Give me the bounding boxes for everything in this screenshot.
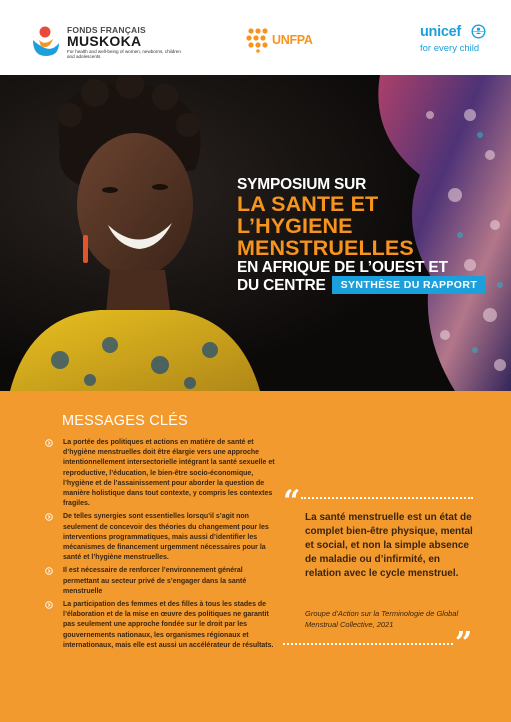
list-item — [45, 512, 280, 563]
title-last-row — [237, 276, 507, 294]
bullet-text: Il est nécessaire de renforcer l’environnement général permettant au secteur privé de s’engager dans la santé menstruelle — [63, 567, 247, 595]
unicef-wordmark: unicef — [420, 24, 461, 40]
bullet-text: De telles synergies sont essentielles lorsqu’il s’agit non seulement de concevoir des théories du changement pour les interventions programmatiques, mais aussi d’identifier les mécanismes de financement urgemment nécessaires pour la santé et l’hygiène menstruelles. — [63, 513, 269, 562]
title-line5: EN AFRIQUE DE L’OUEST ET — [237, 259, 448, 276]
hero-banner — [0, 75, 511, 391]
key-messages-list — [45, 438, 280, 654]
muskoka-line2: MUSKOKA — [67, 33, 142, 49]
unfpa-logo — [245, 27, 319, 53]
quote-bottom-divider — [283, 643, 453, 645]
bullet-arrow-icon — [45, 439, 53, 447]
quote-open-mark: “ — [283, 484, 301, 519]
muskoka-tagline: For health and well-being of women, newborns, children and adolescents — [67, 49, 181, 60]
unfpa-dots-icon — [245, 27, 271, 53]
bullet-arrow-icon — [45, 601, 53, 609]
unfpa-wordmark: UNFPA — [272, 33, 313, 47]
title-line6: DU CENTRE — [237, 276, 326, 294]
list-item — [45, 600, 280, 651]
title-line1: SYMPOSIUM SUR — [237, 176, 367, 193]
list-item — [45, 566, 280, 597]
unicef-globe-icon — [471, 24, 486, 39]
unicef-logo — [420, 24, 490, 60]
definition-quote — [283, 484, 483, 661]
muskoka-logo — [29, 24, 189, 64]
key-messages-title: MESSAGES CLÉS — [62, 413, 188, 429]
report-title — [237, 176, 507, 294]
title-line2: LA SANTE ET — [237, 192, 379, 216]
title-line3: L’HYGIENE — [237, 214, 353, 238]
quote-close-mark: ” — [455, 626, 473, 661]
muskoka-mark-icon — [29, 24, 65, 60]
list-item — [45, 438, 280, 509]
quote-source: Groupe d’Action sur la Terminologie de Global Menstrual Collective, 2021 — [305, 609, 459, 629]
quote-text: La santé menstruelle est un état de complet bien-être physique, mental et social, et non la simple absence de maladie ou d’infirmité, en relation avec le cycle menstruel. — [305, 512, 473, 579]
header-logo-bar — [0, 0, 511, 75]
key-messages-section — [0, 391, 511, 722]
bullet-text: La participation des femmes et des filles à tous les stades de l’élaboration et de la mise en œuvre des politiques ne garantit pas seulement une approche fondée sur le droit par les gouvernements nationaux, les organismes régionaux et internationaux, mais elle est aussi un accélérateur de résultats. — [63, 601, 274, 649]
bullet-text: La portée des politiques et actions en matière de santé et d’hygiène menstruelles doit être élargie vers une approche intentionnellement intersectorielle intégrant la santé sexuelle et reproductive, l’éducation, le bien-être socio-économique, l’hygiène et de l’assainissement pour aborder la question de manière holistique dans tout contexte, y compris les contextes fragiles. — [63, 439, 275, 508]
muskoka-line1: FONDS FRANÇAIS — [67, 25, 146, 35]
bullet-arrow-icon — [45, 567, 53, 575]
title-line4: MENSTRUELLES — [237, 236, 414, 260]
bullet-arrow-icon — [45, 513, 53, 521]
quote-top-divider — [301, 497, 473, 499]
unicef-slogan: for every child — [420, 43, 480, 54]
synthesis-ribbon: SYNTHÈSE DU RAPPORT — [332, 276, 486, 294]
